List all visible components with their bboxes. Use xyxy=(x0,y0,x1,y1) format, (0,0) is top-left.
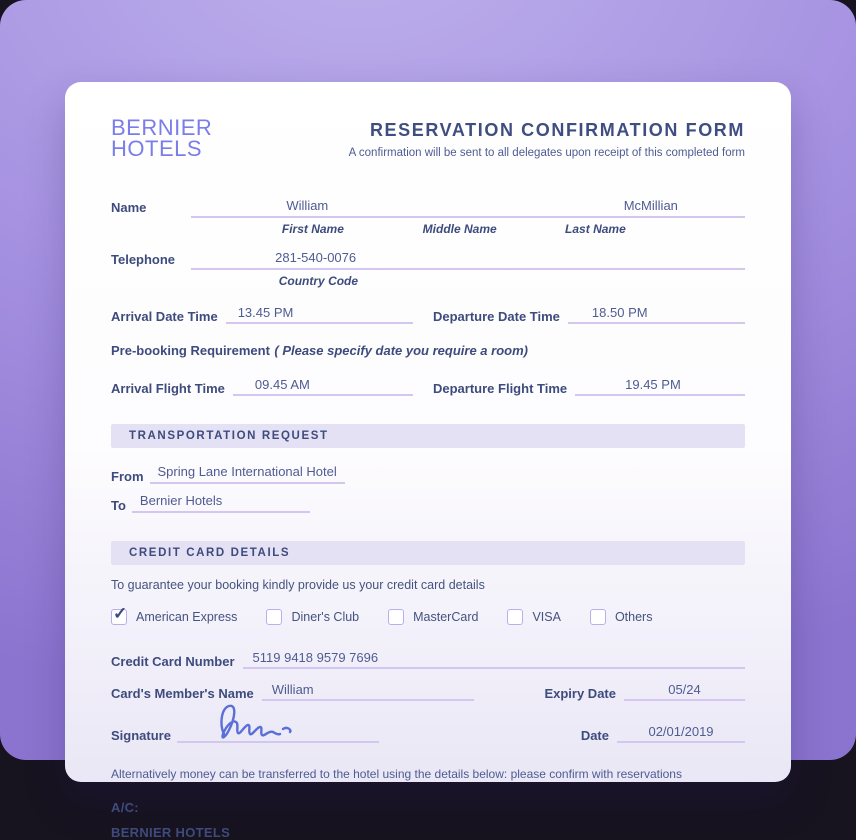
last-name-sublabel: Last Name xyxy=(565,221,626,236)
arrival-flight-time-input[interactable] xyxy=(233,376,413,396)
member-expiry-row xyxy=(111,681,745,701)
credit-card-note: To guarantee your booking kindly provide us your credit card details xyxy=(111,577,485,592)
signature-scribble xyxy=(211,702,321,744)
checkbox-american-express[interactable] xyxy=(111,603,238,625)
account-hotel-name: BERNIER HOTELS xyxy=(111,824,231,840)
first-name-sublabel: First Name xyxy=(281,221,344,236)
arrival-date-time-input[interactable] xyxy=(226,304,413,324)
logo-line-2: HOTELS xyxy=(111,135,203,161)
flight-time-row xyxy=(111,376,745,396)
member-name-input[interactable] xyxy=(262,681,474,701)
transfer-note: Alternatively money can be transferred to the hotel using the details below: please confirm with reservations xyxy=(111,766,682,781)
departure-date-time-label: Departure Date Time xyxy=(433,308,560,324)
checkbox-box[interactable] xyxy=(266,609,282,625)
arrival-date-group xyxy=(111,304,413,324)
prebooking-row xyxy=(111,342,745,360)
prebooking-label: Pre-booking Requirement xyxy=(111,342,270,358)
checkbox-box[interactable] xyxy=(507,609,523,625)
departure-flight-time-input[interactable] xyxy=(575,376,745,396)
date-value: 02/01/2019 xyxy=(648,723,714,739)
account-label: A/C: xyxy=(111,799,139,815)
checkbox-others[interactable] xyxy=(590,609,653,625)
card-number-row xyxy=(111,649,745,669)
card-number-value: 5119 9418 9579 7696 xyxy=(252,649,379,665)
date-time-row xyxy=(111,304,745,324)
telephone-input[interactable] xyxy=(191,246,745,270)
telephone-value: 281-540-0076 xyxy=(275,249,357,265)
departure-flight-time-label: Departure Flight Time xyxy=(433,380,568,396)
logo-line-1: BERNIER xyxy=(111,115,213,140)
card-number-input[interactable] xyxy=(243,649,745,669)
departure-date-group xyxy=(433,304,745,324)
expiry-date-label: Expiry Date xyxy=(544,685,616,701)
checkbox-mastercard[interactable] xyxy=(388,609,478,625)
expiry-date-input[interactable] xyxy=(624,681,745,701)
date-input[interactable] xyxy=(617,723,745,743)
first-name-value: William xyxy=(286,197,329,213)
page-subtitle: A confirmation will be sent to all delegates upon receipt of this completed form xyxy=(348,147,745,159)
signature-label: Signature xyxy=(111,727,171,743)
member-name-value: William xyxy=(271,681,314,697)
name-label: Name xyxy=(111,199,147,215)
to-label: To xyxy=(111,497,126,513)
card-type-options xyxy=(111,603,745,625)
signature-input[interactable] xyxy=(177,723,379,743)
telephone-label: Telephone xyxy=(111,251,176,267)
country-code-sublabel: Country Code xyxy=(278,273,359,288)
reservation-form-card xyxy=(65,82,791,840)
form-header xyxy=(111,115,745,161)
from-label: From xyxy=(111,468,144,484)
transportation-request-header: TRANSPORTATION REQUEST xyxy=(111,424,745,448)
departure-date-time-value: 18.50 PM xyxy=(591,304,648,320)
departure-flight-time-value: 19.45 PM xyxy=(625,376,681,392)
card-number-label: Credit Card Number xyxy=(111,653,235,669)
to-row xyxy=(111,493,745,513)
name-row xyxy=(111,194,745,218)
checkbox-label: MasterCard xyxy=(413,609,479,624)
check-icon: ✓ xyxy=(113,603,128,623)
checkbox-box[interactable] xyxy=(388,609,404,625)
checkbox-diners-club[interactable] xyxy=(266,609,359,625)
checkbox-label: Diner's Club xyxy=(291,609,360,624)
telephone-sublabels xyxy=(191,274,745,292)
to-input[interactable]: Bernier Hotels xyxy=(132,493,310,513)
arrival-flight-time-label: Arrival Flight Time xyxy=(111,380,225,396)
checkbox-label: American Express xyxy=(136,609,238,624)
arrival-date-time-label: Arrival Date Time xyxy=(111,308,218,324)
last-name-value: McMillian xyxy=(623,197,678,213)
checkbox-label: VISA xyxy=(532,609,561,624)
credit-card-details-header: CREDIT CARD DETAILS xyxy=(111,541,745,565)
from-input[interactable]: Spring Lane International Hotel xyxy=(150,464,345,484)
checkbox-label: Others xyxy=(614,609,653,624)
checkbox-visa[interactable] xyxy=(507,609,561,625)
departure-date-time-input[interactable] xyxy=(568,304,745,324)
checkbox-box[interactable] xyxy=(590,609,606,625)
telephone-row xyxy=(111,246,745,270)
departure-flight-group xyxy=(433,376,745,396)
signature-date-row xyxy=(111,723,745,743)
checkbox-box[interactable] xyxy=(111,603,128,625)
prebooking-note: ( Please specify date you require a room) xyxy=(274,342,528,358)
arrival-flight-group xyxy=(111,376,413,396)
bernier-hotels-logo xyxy=(111,115,213,161)
arrival-date-time-value: 13.45 PM xyxy=(237,304,294,320)
page-title: RESERVATION CONFIRMATION FORM xyxy=(369,120,745,140)
middle-name-sublabel: Middle Name xyxy=(422,221,497,236)
name-input[interactable] xyxy=(191,194,745,218)
expiry-date-value: 05/24 xyxy=(668,681,701,697)
member-name-label: Card's Member's Name xyxy=(111,685,254,701)
date-label: Date xyxy=(580,727,609,743)
arrival-flight-time-value: 09.45 AM xyxy=(254,376,310,392)
name-sublabels xyxy=(191,222,745,240)
title-block xyxy=(212,118,745,159)
from-row xyxy=(111,464,745,484)
